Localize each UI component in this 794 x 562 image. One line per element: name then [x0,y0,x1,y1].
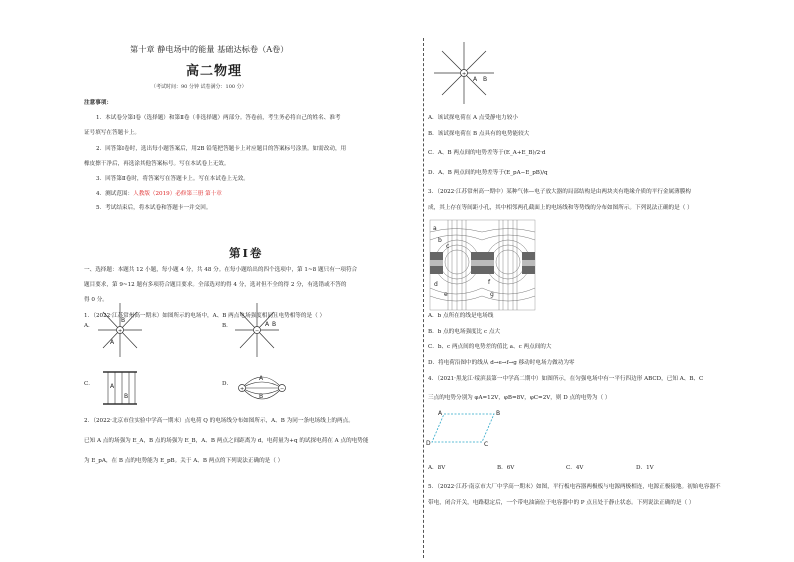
q4-line: 三点的电势分别为 φA=12V，φB=8V，φC=2V，则 D 点的电势为（ ） [428,395,611,401]
q1-label-c: C． [84,381,94,387]
charge-sign: + [462,71,467,78]
section-title: 第Ⅰ卷 [229,246,264,260]
q1-figure-d [232,368,292,408]
charge-sign: − [280,386,285,393]
q4-option-c: C．4V [566,465,584,471]
point-label: b [438,237,442,244]
charge-sign: + [118,328,123,335]
q3-line: 3．（2022·江苏常州高一期中）某种气体—电子放大器的局部结构是由两块夹有绝缘介质的平行金属薄膜构 [428,189,691,195]
chapter-title: 第十章 静电场中的能量 基础达标卷（A卷） [130,44,289,54]
point-label: A [265,321,270,328]
q3-option-d: D．将电荷沿图中的线从 d→e→f→g 移动时电场力做功为零 [428,360,575,366]
q1-label-a: A． [84,323,94,329]
q3-option-c: C．b、c 两点间的电势差的值比 a、c 两点间的大 [428,344,552,350]
vertex-label: A [438,410,443,417]
q2-option-c: C．A、B 两点间的电势差等于(E_A+E_B)/2·d [428,150,546,156]
point-label: f [488,279,491,286]
q4-option-a: A．8V [428,465,446,471]
point-label: c [446,243,450,250]
note-range-label: 4．测试范围： [96,191,134,197]
note-line: 1．本试卷分第Ⅰ卷（选择题）和第Ⅱ卷（非选择题）两部分。答卷前，考生务必将自己的姓名、准考 [96,115,341,121]
q3-option-a: A．b 点所在的线是电场线 [428,313,494,319]
note-line: 2．回答第Ⅰ卷时，选出每小题答案后，用2B 铅笔把答题卡上对应题目的答案标号涂黑。如需改动，用 [96,146,347,152]
point-label: e [444,291,448,298]
q2-line: 为 E_pA，在 B 点的电势能为 E_pB。关于 A、B 两点的下列说法正确的是（ ） [84,458,284,464]
charge-sign: − [255,328,260,335]
instruction-line: 一、选择题：本题共 12 小题，每小题 4 分，共 48 分。在每小题给出的四个选项中，第 1~8 题只有一项符合 [84,267,358,273]
note-line: 橡皮擦干净后，再选涂其他答案标号。写在本试卷上无效。 [84,161,230,167]
q2-line: 2．（2022·北京市住实验中学高一期末）点电荷 Q 的电场线分布如图所示，A、B 为同一条电场线上的两点。 [84,418,354,424]
note-line [96,191,222,198]
point-label: A [110,339,115,346]
instruction-line: 得 0 分。 [84,297,108,303]
notes-heading: 注意事项： [84,100,112,106]
q1-figure-b [232,300,282,360]
point-label: A [473,76,478,83]
note-line: 5．考试结束后，将本试卷和答题卡一并交回。 [96,205,212,211]
point-label: B [259,393,264,400]
q3-line: 成，其上存在等间距小孔，其中相邻两孔截面上的电场线和等势线的分布如图所示。下列说法正确的是（ ） [428,205,693,211]
vertex-label: B [496,410,501,417]
note-range-value: 人教版（2019）必修第三册 第十章 [133,191,222,197]
note-line: 3．回答第Ⅱ卷时，将答案写在答题卡上。写在本试卷上无效。 [96,176,249,182]
point-label: B [483,76,488,83]
point-label: B [124,393,129,400]
q5-line: 5．（2022·江苏·南京市大厂中学高一期末）如图，平行板电容器两极板与电源两极相连，电源正极接地。初始电容器不 [428,484,721,490]
point-label: d [434,281,438,288]
subject-title: 高二物理 [186,64,243,79]
q1-label-b: B． [222,323,232,329]
q2-figure [432,40,496,106]
q2-option-d: D．A、B 两点间的电势差等于(E_pA−E_pB)/q [428,170,548,176]
vertex-label: C [484,441,489,448]
exam-info: （考试时间：90 分钟 试卷满分：100 分） [151,84,247,90]
q2-option-a: A．该试探电荷在 A 点受静电力较小 [428,115,518,121]
q3-figure [430,220,535,310]
q1-figure-a [95,300,145,360]
point-label: B [121,317,126,324]
q1-stem: 1．（2022·江苏常州高一期末）如图所示的电场中，A、B 两点电场强度相同且电势相等的是（ ） [84,313,326,319]
q4-option-d: D．1V [636,465,654,471]
q3-option-b: B．b 点的电场强度比 c 点大 [428,329,501,335]
q5-line: 带电，闭合开关，电路稳定后，一个带电油滴位于电容器中的 P 点且处于静止状态。下列说法正确的是（ ） [428,500,695,506]
q1-label-d: D． [222,381,233,387]
q4-option-b: B．6V [497,465,515,471]
q2-option-b: B．该试探电荷在 B 点具有的电势能较大 [428,131,530,137]
charge-sign: + [240,386,245,393]
q1-figure-c [100,368,140,408]
point-label: B [272,321,277,328]
point-label: g [490,291,494,298]
q4-figure [426,408,501,448]
instruction-line: 题目要求，第 9~12 题有多项符合题目要求。全部选对的得 4 分，选对但不全的得 2 分，有选错或不答的 [84,282,347,288]
q4-line: 4．（2021·黑龙江·绥滨县第一中学高二期中）如图所示，在匀强电场中有一平行四边形 ABCD，已知 A、B、C [428,376,704,382]
note-line: 证号填写在答题卡上。 [84,130,140,136]
column-divider [423,38,424,558]
point-label: A [259,375,264,382]
vertex-label: D [426,440,431,447]
point-label: a [433,225,437,232]
point-label: A [110,383,115,390]
q2-line: 已知 A 点的场强为 E_A，B 点的场强为 E_B，A、B 两点之间距离为 d，电荷量为+q 的试探电荷在 A 点的电势能 [84,438,369,444]
